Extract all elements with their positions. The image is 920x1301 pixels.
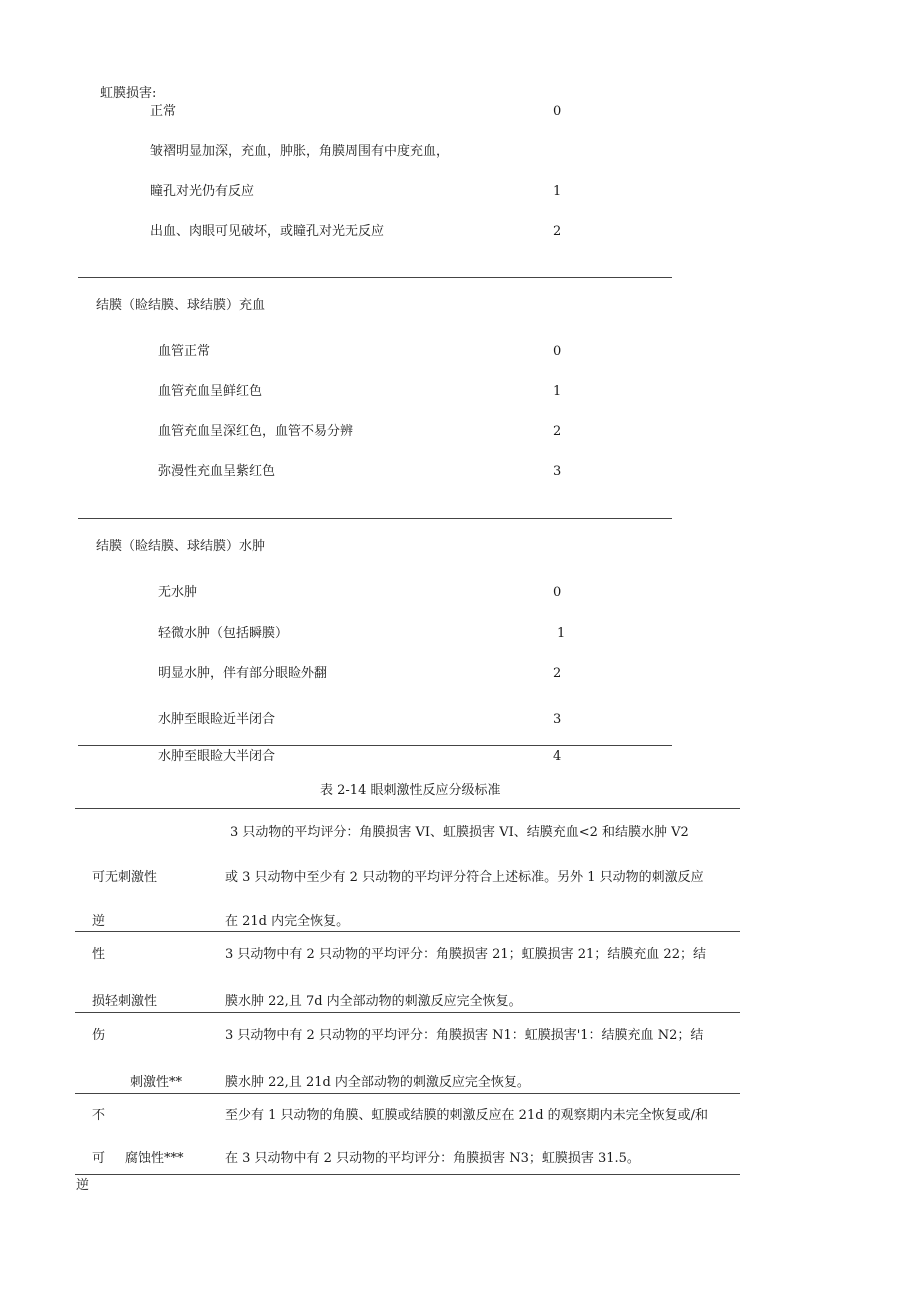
iris-row-score: 2 xyxy=(553,224,562,239)
edema-row-score: 3 xyxy=(553,712,562,727)
section-divider xyxy=(78,745,672,746)
grade-label-prefix: 可 xyxy=(92,1151,106,1166)
congestion-row-score: 3 xyxy=(553,464,562,479)
congestion-row-score: 1 xyxy=(553,384,562,399)
grade-label: 可无刺激性 xyxy=(92,870,158,885)
edema-row-text: 水肿至眼睑近半闭合 xyxy=(158,712,276,727)
grade-label-prefix: 不 xyxy=(92,1108,106,1123)
grade-label: 损轻刺激性 xyxy=(92,994,158,1009)
edema-row-text: 水肿至眼睑大半闭合 xyxy=(158,749,276,764)
criteria-line: 膜水肿 22,且 7d 内全部动物的刺激反应完全恢复。 xyxy=(225,994,522,1009)
grade-label: 刺激性** xyxy=(130,1075,183,1090)
section-divider xyxy=(78,518,672,519)
edema-row-text: 明显水肿，伴有部分眼睑外翻 xyxy=(158,666,328,681)
criteria-line: 3 只动物的平均评分：角膜损害 VI、虹膜损害 VI、结膜充血<2 和结膜水肿 V2 xyxy=(230,825,689,840)
criteria-line: 在 21d 内完全恢复。 xyxy=(225,914,350,929)
grade-label-prefix: 伤 xyxy=(92,1028,106,1043)
congestion-row-text: 血管充血呈深红色，血管不易分辨 xyxy=(158,424,354,439)
grade-label-suffix: 逆 xyxy=(92,914,106,929)
iris-row-score: 0 xyxy=(553,104,562,119)
criteria-line: 3 只动物中有 2 只动物的平均评分：角膜损害 N1：虹膜损害'1：结膜充血 N2；结 xyxy=(225,1028,704,1043)
table-top-rule xyxy=(75,808,740,809)
grade-label-suffix: 逆 xyxy=(76,1178,90,1193)
edema-row-score: 2 xyxy=(553,666,562,681)
iris-title: 虹膜损害: xyxy=(100,86,157,101)
congestion-row-text: 弥漫性充血呈紫红色 xyxy=(158,464,276,479)
edema-row-score: 4 xyxy=(553,749,562,764)
table-caption: 表 2-14 眼刺激性反应分级标准 xyxy=(320,783,501,798)
iris-row-text: 正常 xyxy=(150,104,177,119)
edema-row-score: 0 xyxy=(553,585,562,600)
congestion-row-text: 血管充血呈鲜红色 xyxy=(158,384,263,399)
edema-row-score: 1 xyxy=(557,626,566,641)
grade-label-prefix: 性 xyxy=(92,947,106,962)
criteria-line: 或 3 只动物中至少有 2 只动物的平均评分符合上述标准。另外 1 只动物的刺激反应 xyxy=(225,870,704,885)
iris-row-text: 瞳孔对光仍有反应 xyxy=(150,184,255,199)
iris-row-score: 1 xyxy=(553,184,562,199)
table-bottom-rule xyxy=(75,1174,740,1175)
criteria-line: 3 只动物中有 2 只动物的平均评分：角膜损害 21；虹膜损害 21；结膜充血 22；结 xyxy=(225,947,706,962)
edema-row-text: 无水肿 xyxy=(158,585,198,600)
iris-row-text: 出血、肉眼可见破坏，或瞳孔对光无反应 xyxy=(150,224,385,239)
table-row-rule xyxy=(75,1093,740,1094)
section-divider xyxy=(78,277,672,278)
edema-title: 结膜（睑结膜、球结膜）水肿 xyxy=(96,539,266,554)
iris-row-text: 皱褶明显加深，充血，肿胀，角膜周围有中度充血， xyxy=(150,144,450,159)
edema-row-text: 轻微水肿（包括瞬膜） xyxy=(158,626,289,641)
congestion-row-text: 血管正常 xyxy=(158,344,211,359)
congestion-row-score: 0 xyxy=(553,344,562,359)
congestion-row-score: 2 xyxy=(553,424,562,439)
congestion-title: 结膜（睑结膜、球结膜）充血 xyxy=(96,298,266,313)
table-row-rule xyxy=(75,1012,740,1013)
grade-label: 腐蚀性*** xyxy=(125,1151,184,1166)
criteria-line: 膜水肿 22,且 21d 内全部动物的刺激反应完全恢复。 xyxy=(225,1075,530,1090)
criteria-line: 在 3 只动物中有 2 只动物的平均评分：角膜损害 N3；虹膜损害 31.5。 xyxy=(225,1151,640,1166)
criteria-line: 至少有 1 只动物的角膜、虹膜或结膜的刺激反应在 21d 的观察期内未完全恢复或/和 xyxy=(225,1108,709,1123)
table-row-rule xyxy=(75,931,740,932)
